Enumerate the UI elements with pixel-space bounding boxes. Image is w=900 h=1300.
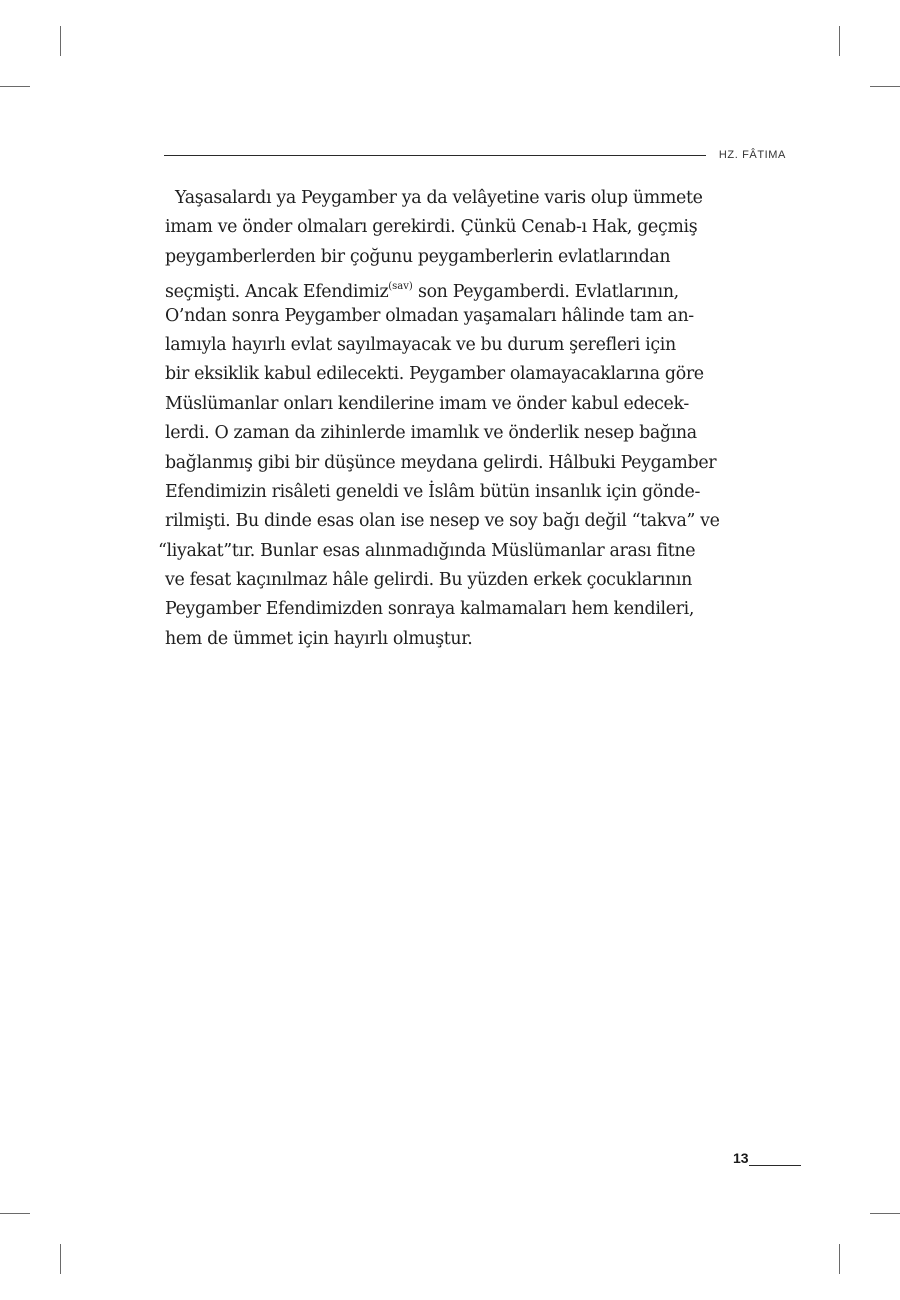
text-line: lerdi. O zaman da zihinlerde imamlık ve önderlik nesep bağına: [165, 423, 697, 444]
text-line: imam ve önder olmaları gerekirdi. Çünkü Cenab-ı Hak, geçmiş: [165, 217, 698, 238]
text-line: “liyakat”tır. Bunlar esas alınmadığında Müslümanlar arası fitne: [158, 540, 696, 561]
body-paragraph: [158, 184, 748, 654]
crop-mark-bottom-right: [839, 1244, 840, 1274]
text-line: peygamberlerden bir çoğunu peygamberlerin evlatlarından: [165, 246, 671, 267]
text-line: O’ndan sonra Peygamber olmadan yaşamaları hâlinde tam an-: [165, 305, 694, 326]
text-line: [158, 272, 748, 301]
crop-mark-bottom-left-horizontal: [0, 1213, 30, 1214]
crop-mark-top-left-horizontal: [0, 86, 30, 87]
page-footer: [733, 1150, 801, 1170]
header-rule: [164, 155, 706, 156]
honorific-superscript: (sav): [388, 281, 413, 293]
text-segment: son Peygamberdi. Evlatlarının,: [412, 282, 679, 303]
text-line: bağlanmış gibi bir düşünce meydana gelirdi. Hâlbuki Peygamber: [165, 452, 717, 473]
text-line: hem de ümmet için hayırlı olmuştur.: [165, 628, 473, 649]
text-line: Müslümanlar onları kendilerine imam ve önder kabul edecek-: [165, 393, 689, 414]
crop-mark-bottom-left: [60, 1244, 61, 1274]
text-line: Yaşasalardı ya Peygamber ya da velâyetine varis olup ümmete: [175, 188, 703, 208]
page-number: 13: [733, 1150, 749, 1166]
crop-mark-top-left: [60, 26, 61, 56]
text-line: Peygamber Efendimizden sonraya kalmamaları hem kendileri,: [165, 599, 695, 620]
running-title: HZ. FÂTIMA: [718, 149, 786, 161]
page-header: [164, 146, 786, 166]
text-line: ve fesat kaçınılmaz hâle gelirdi. Bu yüzden erkek çocuklarının: [165, 570, 692, 591]
text-line: Efendimizin risâleti geneldi ve İslâm bütün insanlık için gönde-: [165, 481, 701, 502]
footer-rule: [749, 1165, 801, 1166]
crop-mark-bottom-right-horizontal: [870, 1213, 900, 1214]
text-line: bir eksiklik kabul edilecekti. Peygamber olamayacaklarına göre: [165, 364, 704, 385]
text-segment: seçmişti. Ancak Efendimiz: [165, 282, 389, 303]
crop-mark-top-right-horizontal: [870, 86, 900, 87]
crop-mark-top-right: [839, 26, 840, 56]
text-line: lamıyla hayırlı evlat sayılmayacak ve bu durum şerefleri için: [165, 334, 676, 355]
text-line: rilmişti. Bu dinde esas olan ise nesep ve soy bağı değil “takva” ve: [165, 511, 720, 532]
